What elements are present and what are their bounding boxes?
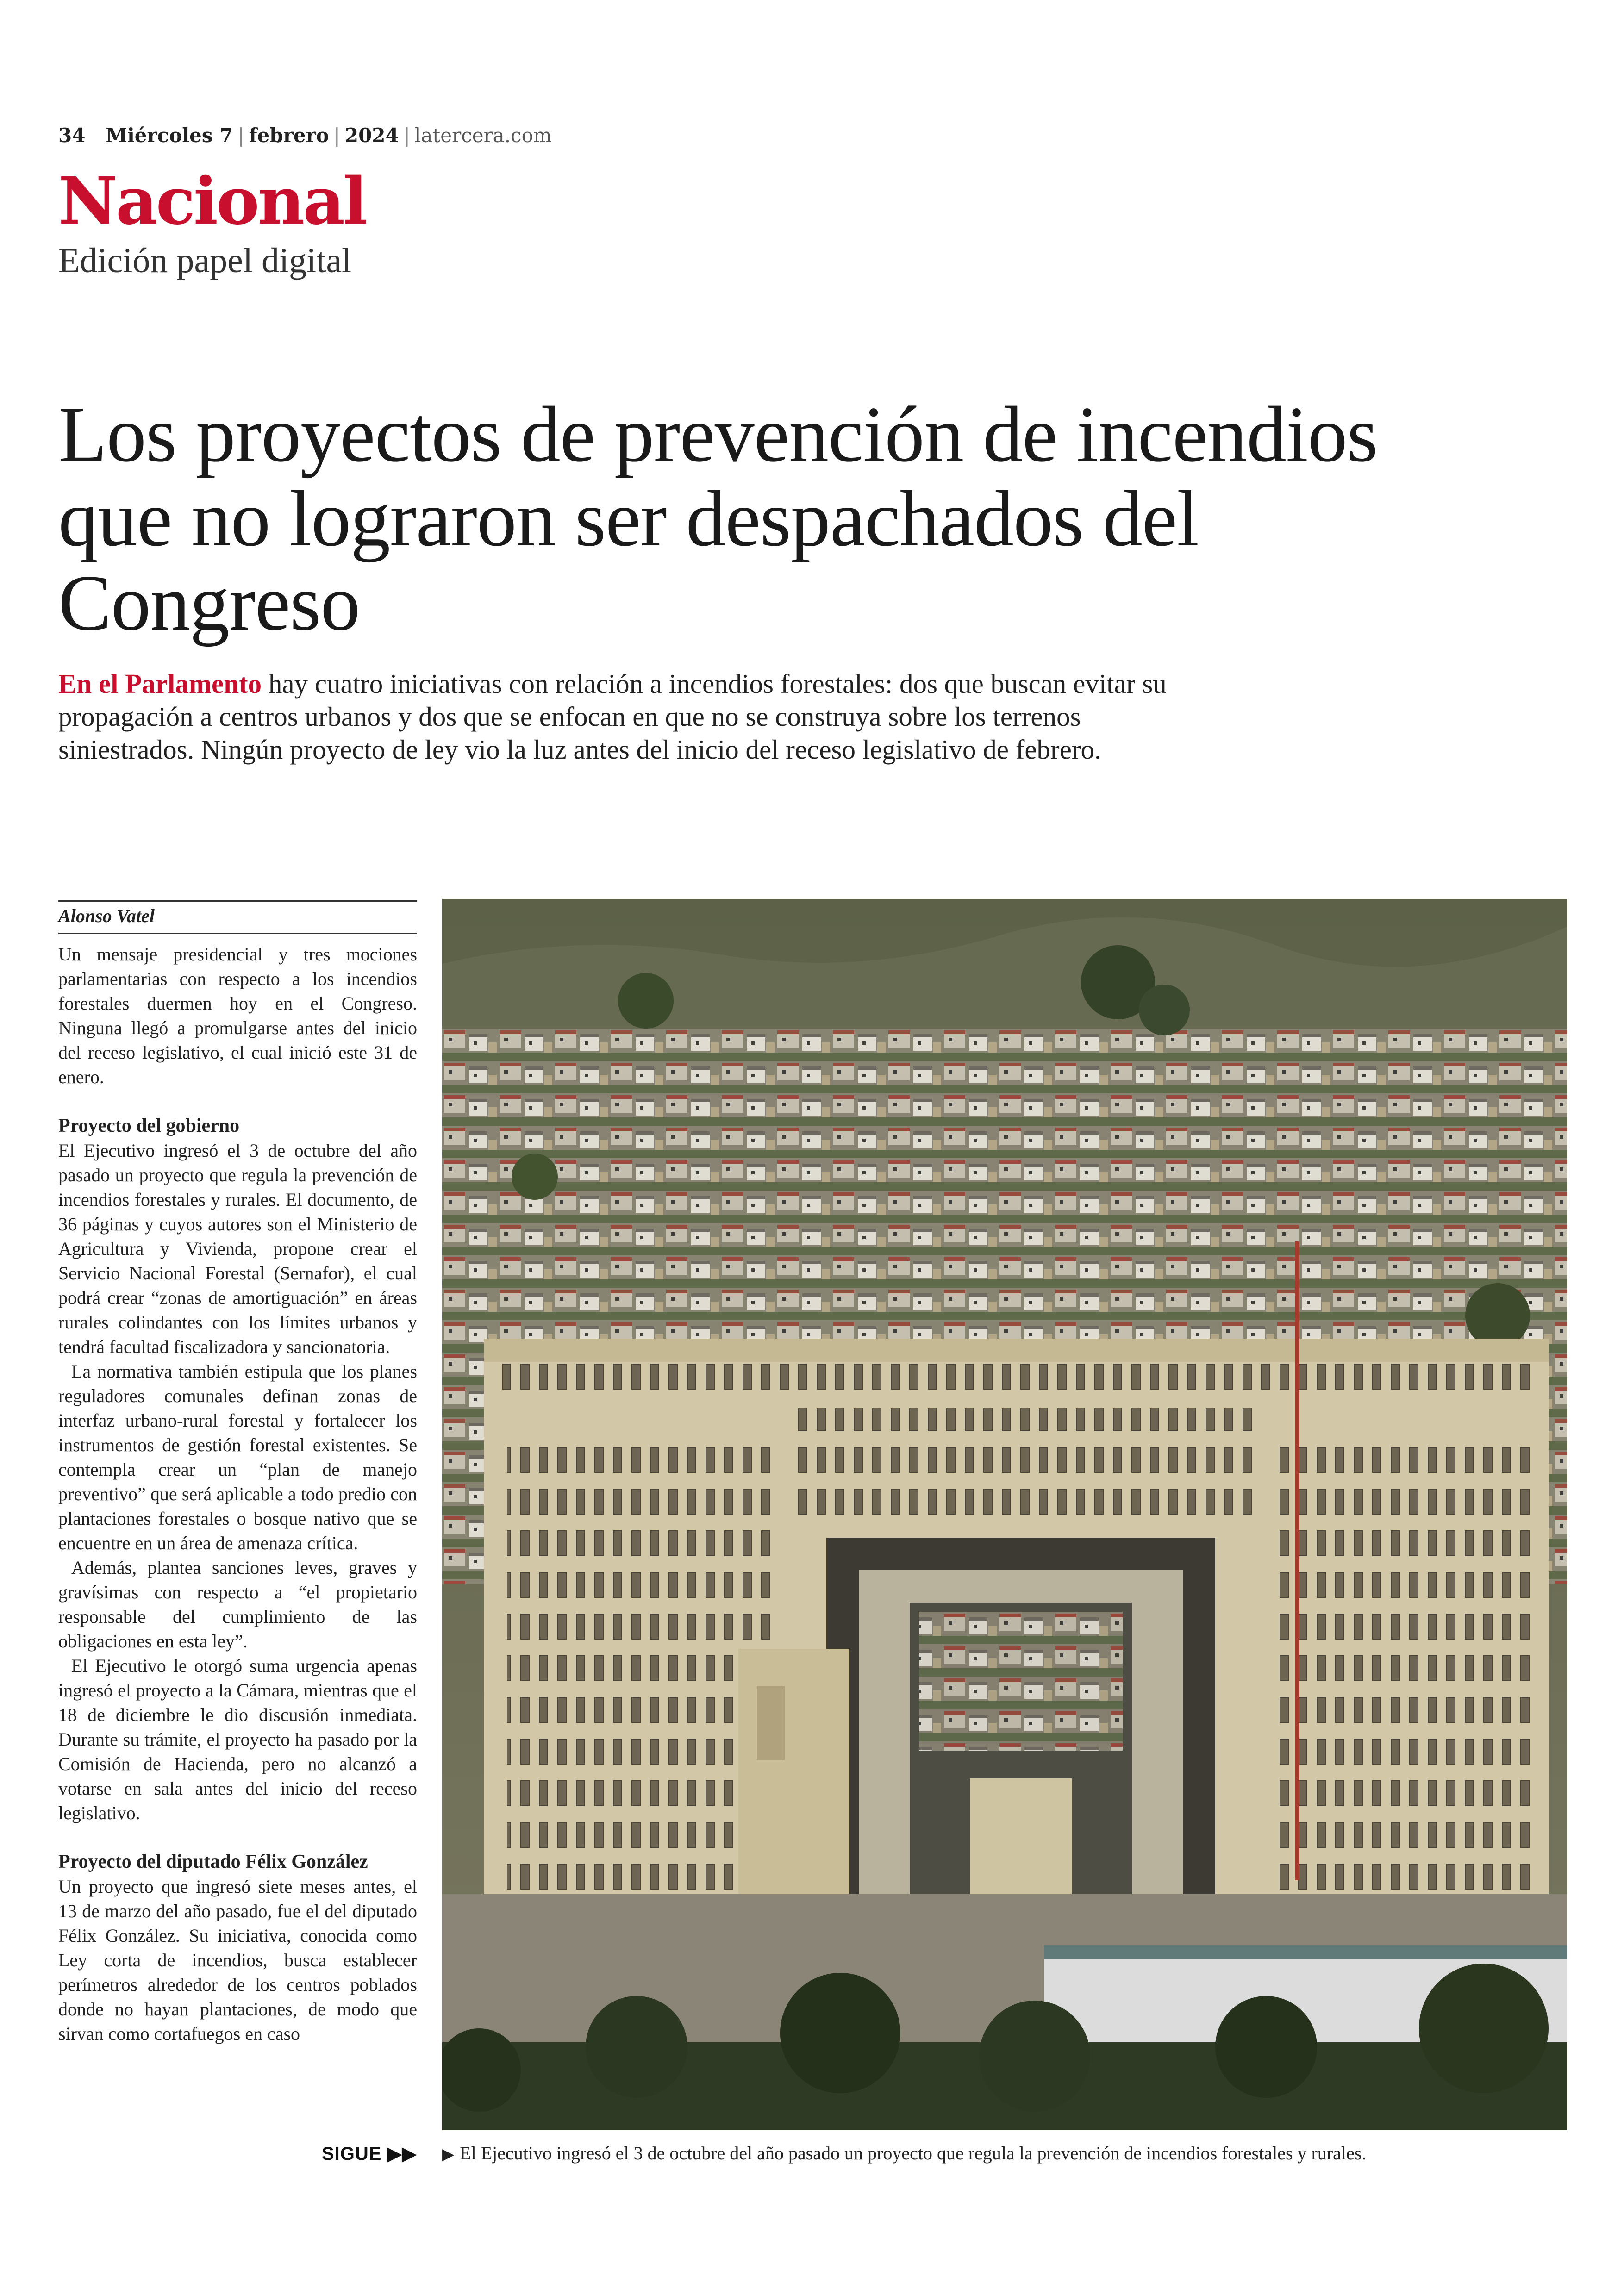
edition-label: Edición papel digital [58, 241, 352, 280]
issue-date-year: 2024 [344, 124, 399, 147]
body-paragraph: El Ejecutivo ingresó el 3 de octubre del año pasado un proyecto que regula la prevención de incendios forestales y rurales. El documento, de 36 páginas y cuyos autores son el Ministerio de Agricultura y Vivienda, propone crear el Servicio Nacional Forestal (Sernafor), el cual podrá crear “zonas de amortiguación” en áreas rurales colindantes con los límites urbanos y tendrá facultad fiscalizadora y sancionatoria. [58, 1140, 417, 1357]
article-body [58, 942, 417, 2108]
issue-date-month: febrero [249, 124, 329, 147]
author-byline: Alonso Vatel [58, 905, 155, 926]
issue-date-day: Miércoles 7 [106, 124, 233, 147]
body-paragraph: Un mensaje presidencial y tres mociones parlamentarias con respecto a los incendios forestales duermen hoy en el Congreso. Ninguna llegó a promulgarse antes del inicio del receso legislativo, el cual inició este 31 de enero. [58, 944, 417, 1087]
byline-bottom-rule [58, 933, 417, 934]
caption-arrow-icon: ▶ [442, 2145, 455, 2164]
byline-top-rule [58, 900, 417, 902]
photo-caption [442, 2142, 1567, 2164]
subheading-government: Proyecto del gobierno [58, 1115, 240, 1136]
site-link[interactable]: latercera.com [414, 124, 552, 147]
page-folio: 34 Miércoles 7 | febrero | 2024 | latercera.com [58, 124, 552, 147]
continue-marker: SIGUE ▶▶ [322, 2144, 417, 2164]
article-standfirst [58, 667, 1216, 766]
congress-building-photo [442, 899, 1567, 2130]
caption-text: El Ejecutivo ingresó el 3 de octubre del año pasado un proyecto que regula la prevención de incendios forestales y rurales. [460, 2143, 1367, 2164]
standfirst-lead: En el Parlamento [58, 668, 262, 699]
article-headline: Los proyectos de prevención de incendios que no lograron ser despachados del Congreso [58, 391, 1378, 647]
section-title: Nacional [58, 163, 366, 239]
subheading-gonzalez: Proyecto del diputado Félix González [58, 1851, 368, 1872]
body-paragraph: El Ejecutivo le otorgó suma urgencia apenas ingresó el proyecto a la Cámara, mientras que el 18 de diciembre le dio discusión inmediata. Durante su trámite, el proyecto ha pasado por la Comisión de Hacienda, pero no alcanzó a votarse en sala antes del inicio del receso legislativo. [58, 1655, 417, 1823]
page-number: 34 [58, 124, 86, 147]
standfirst-text: hay cuatro iniciativas con relación a incendios forestales: dos que buscan evitar su propagación a centros urbanos y dos que se enfocan en que no se construya sobre los terrenos siniestrados. Ningún proyecto de ley vio la luz antes del inicio del receso legislativo de febrero. [58, 668, 1167, 765]
body-paragraph: Además, plantea sanciones leves, graves y gravísimas con respecto a “el propietario responsable del cumplimiento de las obligaciones en esta ley”. [58, 1557, 417, 1652]
body-paragraph: Un proyecto que ingresó siete meses antes, el 13 de marzo del año pasado, fue el del diputado Félix González. Su iniciativa, conocida como Ley corta de incendios, busca establecer perímetros alrededor de los centros poblados donde no hayan plantaciones, de modo que sirvan como cortafuegos en caso [58, 1876, 417, 2044]
body-paragraph: La normativa también estipula que los planes reguladores comunales definan zonas de interfaz urbano-rural forestal y fortalecer los instrumentos de gestión forestal existentes. Se contempla crear un “plan de manejo preventivo” que será aplicable a todo predio con plantaciones forestales o bosque nativo que se encuentre en un área de amenaza crítica. [58, 1361, 417, 1553]
